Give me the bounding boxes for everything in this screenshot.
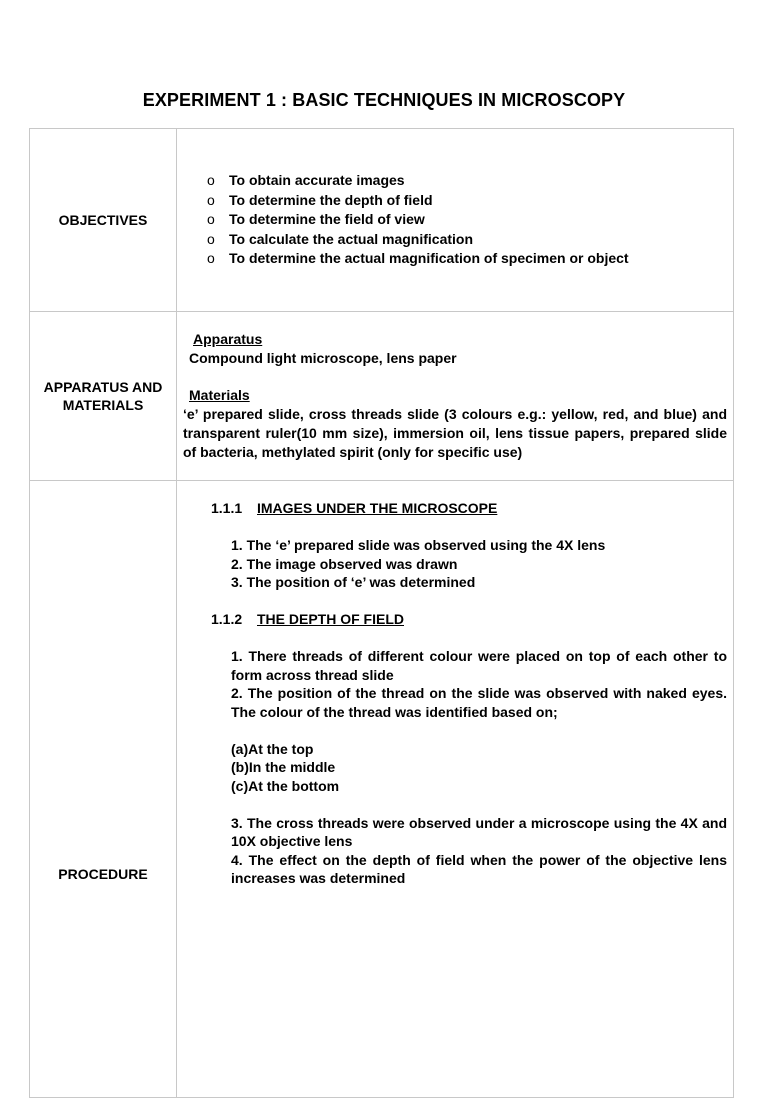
bullet-icon: o	[207, 172, 215, 189]
section-heading	[211, 610, 727, 629]
list-item: 3. The position of ‘e’ was determined	[231, 574, 476, 590]
objective-text: To determine the depth of field	[229, 191, 433, 208]
objectives-row	[30, 129, 734, 312]
step-list	[211, 536, 727, 592]
page-title: EXPERIMENT 1 : BASIC TECHNIQUES IN MICROSCOPY	[142, 90, 626, 110]
apparatus-label	[30, 312, 177, 481]
step-paragraph: 1. There threads of different colour were placed on top of each other to form across thread slide	[231, 648, 727, 683]
materials-text: ‘e’ prepared slide, cross threads slide (3 colours e.g.: yellow, red, and blue) and transparent ruler(10 mm size), immersion oil, lens tissue papers, prepared slide of bacteria, methylated spirit (only for specific use)	[183, 406, 727, 461]
section-title: IMAGES UNDER THE MICROSCOPE	[257, 500, 498, 516]
position-item: (b)In the middle	[231, 759, 336, 775]
step-paragraph: 3. The cross threads were observed under a microscope using the 4X and 10X objective lens	[231, 814, 727, 849]
apparatus-heading: Apparatus	[193, 330, 263, 347]
list-item	[207, 210, 733, 230]
bullet-icon: o	[207, 191, 215, 208]
procedure-row	[30, 481, 734, 1098]
list-item: 2. The image observed was drawn	[231, 555, 458, 572]
apparatus-label-line: APPARATUS AND	[43, 379, 163, 395]
list-item	[207, 191, 733, 211]
apparatus-row	[30, 312, 734, 481]
objectives-list	[177, 171, 733, 269]
list-item: 1. The ‘e’ prepared slide was observed using the 4X lens	[231, 537, 606, 553]
objective-text: To determine the actual magnification of specimen or object	[229, 250, 629, 267]
objectives-cell	[177, 129, 734, 312]
section-number: 1.1.1	[211, 500, 243, 516]
experiment-table	[29, 128, 734, 1098]
procedure-label: PROCEDURE	[30, 481, 177, 1098]
step-paragraph: 4. The effect on the depth of field when the power of the objective lens increases was determined	[231, 851, 727, 886]
section-heading	[211, 499, 727, 518]
objective-text: To calculate the actual magnification	[229, 230, 474, 247]
list-item	[207, 171, 733, 191]
objective-text: To determine the field of view	[229, 211, 425, 228]
position-item: (c)At the bottom	[231, 777, 340, 794]
procedure-cell	[177, 481, 734, 1098]
bullet-icon: o	[207, 230, 215, 247]
objectives-label: OBJECTIVES	[30, 129, 177, 312]
objective-text: To obtain accurate images	[229, 172, 405, 189]
section-number: 1.1.2	[211, 611, 243, 627]
position-item: (a)At the top	[231, 740, 314, 757]
section-title: THE DEPTH OF FIELD	[257, 611, 404, 627]
apparatus-text: Compound light microscope, lens paper	[189, 349, 457, 366]
step-paragraph: 2. The position of the thread on the slide was observed with naked eyes. The colour of the thread was identified based on;	[231, 685, 727, 720]
materials-heading: Materials	[189, 387, 250, 404]
apparatus-cell	[177, 312, 734, 481]
bullet-icon: o	[207, 211, 215, 228]
bullet-icon: o	[207, 250, 215, 267]
list-item	[207, 249, 733, 269]
list-item	[207, 230, 733, 250]
apparatus-label-line: MATERIALS	[62, 397, 144, 413]
